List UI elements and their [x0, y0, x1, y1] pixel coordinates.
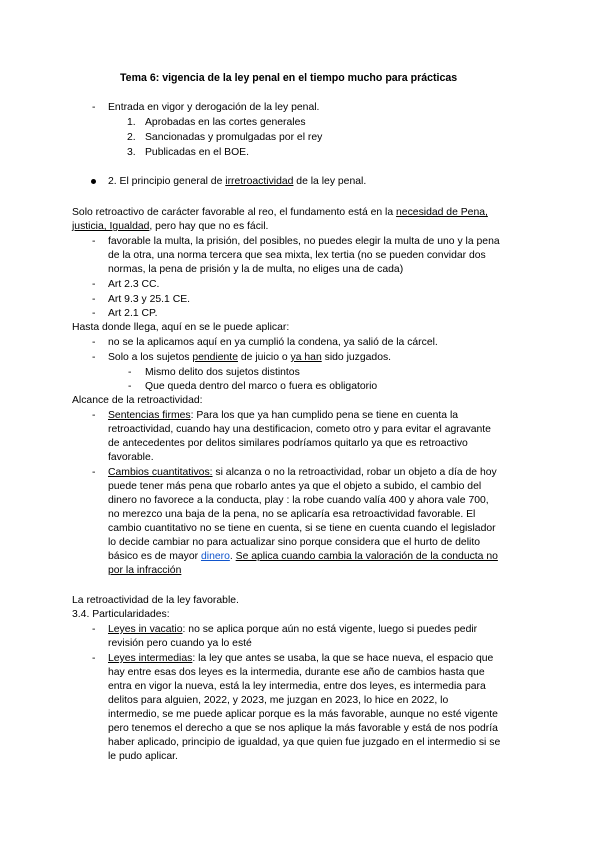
dash-marker: -: [92, 624, 96, 635]
list-item-line: dinero no favorece a la conducta, play : la robe cuando valía 400 y ahora vale 700,: [108, 495, 489, 506]
list-item-line: favorable.: [108, 452, 154, 463]
list-item-line: entra en vigor la nueva, está la ley intermedia, entre dos leyes, es intermedia para: [108, 681, 486, 692]
section-heading: Alcance de la retroactividad:: [72, 395, 203, 406]
numbered-item: Aprobadas en las cortes generales: [145, 117, 306, 128]
dash-marker: -: [92, 236, 96, 247]
dash-marker: -: [128, 367, 132, 378]
list-item-line: normas, la pena de prisión y la de multa, no eliges una de cada): [108, 264, 404, 275]
sub-list-item: Mismo delito dos sujetos distintos: [145, 367, 300, 378]
dash-marker: -: [92, 308, 96, 319]
list-item-line: de antecedentes por delitos similares podríamos quitarlo ya que es retroactivo: [108, 438, 468, 449]
list-item-art: Art 2.1 CP.: [108, 308, 158, 319]
list-item-line: puede tener más pena que robarlo antes ya que el objeto a subido, el cambio del: [108, 481, 482, 492]
list-item-line: retroactividad, cuando hay una destificacion, cometo otro y para evitar el agravante: [108, 424, 491, 435]
numbered-item: Publicadas en el BOE.: [145, 147, 249, 158]
dash-marker: -: [128, 381, 132, 392]
page-title: Tema 6: vigencia de la ley penal en el tiempo mucho para prácticas: [120, 72, 458, 84]
paragraph-line: justicia, Igualdad, pero hay que no es fácil.: [72, 221, 269, 232]
list-item-line: de la otra, una norma tercera que sea mixta, lex tertia (no se pueden convidar dos: [108, 250, 486, 261]
list-item-line: no merezco una baja de la pena, no se aplicaría esa retroactividad favorable. El: [108, 509, 476, 520]
list-item-line: intermedio, se me puede aplicar porque es la más favorable, aunque no esté vigente: [108, 709, 498, 720]
list-item-line: Cambios cuantitativos: si alcanza o no la retroactividad, robar un objeto a día de hoy: [108, 467, 497, 478]
dash-marker: -: [92, 294, 96, 305]
list-item-line: Leyes in vacatio: no se aplica porque aún no está vigente, luego si puedes pedir: [108, 624, 478, 635]
numbered-marker: 3.: [127, 147, 136, 158]
section-heading: La retroactividad de la ley favorable.: [72, 595, 239, 606]
list-item-line: por la infracción: [108, 565, 182, 576]
dash-marker: -: [92, 102, 96, 113]
list-item-line: pero tenemos el derecho a que se nos aplique la más favorable y está de nos podría: [108, 723, 498, 734]
dash-marker: -: [92, 279, 96, 290]
list-item-irretroactividad: 2. El principio general de irretroactividad de la ley penal.: [108, 176, 367, 187]
list-item-line: revisión pero cuando ya lo esté: [108, 638, 252, 649]
list-item-line: Sentencias firmes: Para los que ya han cumplido pena se tiene en cuenta la: [108, 410, 459, 421]
dash-marker: -: [92, 337, 96, 348]
list-item-line: delitos para alguien, 2022, y 2023, me juzgan en 2023, lo hice en 2022, lo: [108, 695, 449, 706]
list-item-line: lo decide cambiar no para actualizar sino porque considera que el hurto de delito: [108, 537, 480, 548]
dash-marker: -: [92, 352, 96, 363]
section-heading: Hasta donde llega, aquí en se le puede aplicar:: [72, 322, 290, 333]
list-item-line: haber aplicado, principio de igualdad, ya que quien fue juzgado en el intermedio si se: [108, 737, 501, 748]
list-item-line: Solo a los sujetos pendiente de juicio o ya han sido juzgados.: [108, 352, 392, 363]
numbered-marker: 2.: [127, 132, 136, 143]
dinero-link[interactable]: dinero: [200, 551, 230, 562]
paragraph-line: Solo retroactivo de carácter favorable al reo, el fundamento está en la necesidad de Pena,: [72, 207, 488, 218]
list-item-art: Art 9.3 y 25.1 CE.: [108, 294, 191, 305]
sub-list-item: Que queda dentro del marco o fuera es obligatorio: [145, 381, 378, 392]
list-item-line: básico es de mayor dinero. Se aplica cuando cambia la valoración de la conducta no: [108, 551, 498, 562]
list-item-line: no se la aplicamos aquí en ya cumplió la condena, ya salió de la cárcel.: [108, 337, 438, 348]
list-item-entrada: Entrada en vigor y derogación de la ley penal.: [108, 102, 320, 113]
list-item-art: Art 2.3 CC.: [108, 279, 160, 290]
list-item-line: cambio cuantitativo no se tiene en cuenta, si se tiene en cuenta cuando el legislador: [108, 523, 496, 534]
list-item-line: favorable la multa, la prisión, del posibles, no puedes elegir la multa de uno y la pena: [108, 236, 500, 247]
numbered-item: Sancionadas y promulgadas por el rey: [145, 132, 323, 143]
dash-marker: -: [92, 410, 96, 421]
bullet-dot-icon: [91, 179, 96, 184]
numbered-marker: 1.: [127, 117, 136, 128]
section-heading: 3.4. Particularidades:: [72, 609, 170, 620]
list-item-line: le pudo aplicar.: [108, 751, 178, 762]
list-item-line: hay entre esas dos leyes es la intermedia, durante ese año de cambios hasta que: [108, 667, 485, 678]
list-item-line: Leyes intermedias: la ley que antes se usaba, la que se hace nueva, el espacio que: [108, 653, 494, 664]
dash-marker: -: [92, 467, 96, 478]
dash-marker: -: [92, 653, 96, 664]
